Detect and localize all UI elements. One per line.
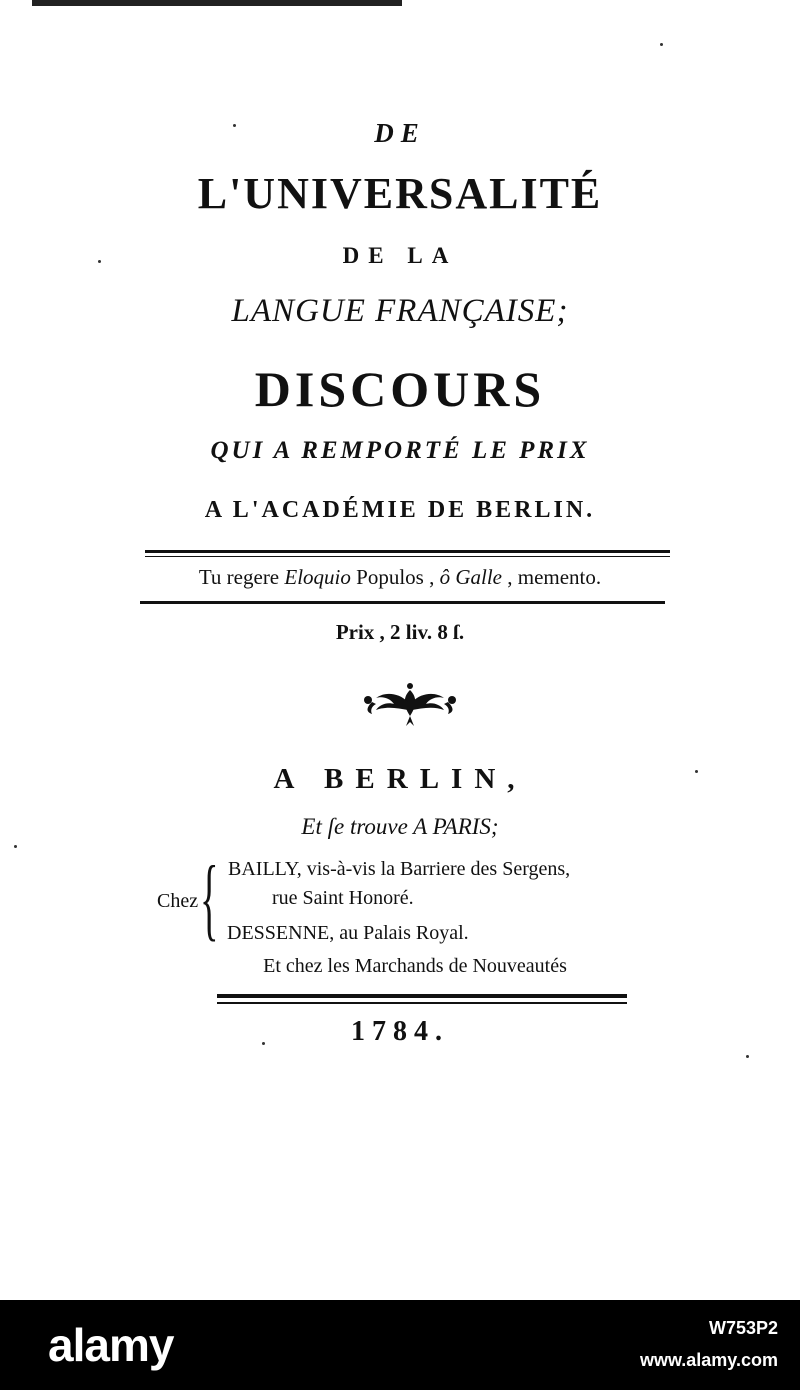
motto-part: Eloquio bbox=[284, 565, 351, 589]
imprint-chez: Chez bbox=[157, 890, 199, 912]
watermark-footer bbox=[0, 1300, 800, 1390]
image-id: W753P2 bbox=[708, 1318, 778, 1338]
rule-top bbox=[145, 550, 670, 553]
paper-speck bbox=[14, 845, 17, 848]
title-line-langue: LANGUE FRANÇAISE; bbox=[231, 293, 569, 329]
imprint-bailly: BAILLY, vis-à-vis la Barriere des Sergens, bbox=[228, 858, 571, 880]
imprint-city: A BERLIN, bbox=[273, 763, 527, 795]
title-line-academie: A L'ACADÉMIE DE BERLIN. bbox=[204, 497, 596, 523]
imprint-paris: Et ſe trouve A PARIS; bbox=[301, 814, 499, 839]
rule-bottom bbox=[140, 601, 665, 604]
rule-imprint bbox=[217, 994, 627, 998]
rule-imprint-thin bbox=[217, 1002, 627, 1004]
title-line-discours: DISCOURS bbox=[254, 361, 546, 417]
alamy-logo: alamy bbox=[48, 1319, 174, 1371]
paper-speck bbox=[746, 1055, 749, 1058]
title-line-prix: QUI A REMPORTÉ LE PRIX bbox=[210, 437, 590, 464]
footer-url: www.alamy.com bbox=[639, 1350, 778, 1370]
motto-part: Tu regere bbox=[198, 565, 285, 589]
motto-part: , memento. bbox=[501, 565, 602, 589]
title-line-de-la: DE LA bbox=[342, 243, 458, 268]
imprint-year: 1784. bbox=[351, 1016, 449, 1047]
paper-speck bbox=[98, 260, 101, 263]
fleuron-ornament-icon bbox=[360, 682, 460, 728]
motto-part: Populos , bbox=[350, 565, 440, 589]
paper-speck bbox=[262, 1042, 265, 1045]
motto-part: ô Galle bbox=[439, 565, 502, 589]
motto bbox=[0, 565, 800, 590]
imprint-dessenne: DESSENNE, au Palais Royal. bbox=[227, 922, 469, 944]
top-edge-mark bbox=[32, 0, 402, 6]
curly-brace: { bbox=[200, 847, 219, 949]
rule-top-thin bbox=[145, 556, 670, 557]
paper-speck bbox=[660, 43, 663, 46]
title-line-universalite: L'UNIVERSALITÉ bbox=[197, 169, 603, 218]
imprint-marchands: Et chez les Marchands de Nouveautés bbox=[263, 955, 567, 977]
price: Prix , 2 liv. 8 ſ. bbox=[335, 620, 465, 644]
title-line-de: DE bbox=[374, 118, 426, 148]
paper-speck bbox=[233, 124, 236, 127]
imprint-bailly-street: rue Saint Honoré. bbox=[272, 887, 414, 909]
paper-speck bbox=[695, 770, 698, 773]
